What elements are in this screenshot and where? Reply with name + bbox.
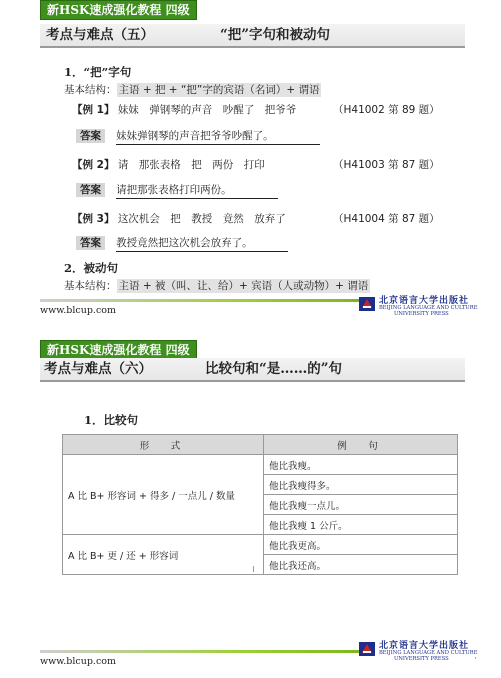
example-label: 【例 1】 (72, 104, 115, 116)
example-label: 【例 2】 (72, 159, 115, 171)
answer-row-3 (76, 231, 288, 252)
section-header-bar (40, 358, 465, 382)
example-1 (72, 102, 296, 117)
table-row (63, 455, 458, 475)
section-title: “把”字句和被动句 (220, 27, 331, 43)
structure-formula (64, 82, 321, 97)
structure-formula (64, 278, 370, 293)
publisher-logo (358, 638, 478, 664)
form-cell: A 比 B+ 更 / 还 + 形容词 (63, 535, 264, 575)
example-cell: 他比我瘦 1 公斤。 (264, 515, 458, 535)
example-2 (72, 157, 265, 172)
example-cell: 他比我瘦得多。 (264, 475, 458, 495)
question-reference: （H41004 第 87 题） (333, 213, 440, 225)
example-3 (72, 211, 286, 226)
example-cell: 他比我还高。 (264, 555, 458, 575)
subsection-heading: 1．“把”字句 (64, 65, 132, 79)
example-cell: 他比我更高。 (264, 535, 458, 555)
footer-rule (40, 650, 370, 653)
subsection-heading: 2．被动句 (64, 261, 119, 275)
footer-rule (40, 299, 370, 302)
structure-highlight: 主语 + 被（叫、让、给）+ 宾语（人或动物）+ 谓语 (118, 280, 369, 292)
table-continuation-left (62, 566, 63, 572)
example-cell: 他比我瘦一点儿。 (264, 495, 458, 515)
column-header-form: 形 式 (63, 435, 264, 455)
publisher-name-en-line2: UNIVERSITY PRESS (394, 656, 449, 662)
structure-label: 基本结构： (64, 280, 117, 292)
series-tag: 新HSK速成强化教程 四级 (40, 340, 197, 360)
table-header-row (63, 435, 458, 455)
footer-url: www.blcup.com (40, 656, 116, 667)
publisher-emblem-icon (358, 295, 376, 313)
comparison-table (62, 434, 458, 575)
answer-tag: 答案 (76, 129, 105, 143)
table-row (63, 535, 458, 555)
publisher-name-en-line1: BEIJING LANGUAGE AND CULTURE (379, 305, 478, 311)
example-label: 【例 3】 (72, 213, 115, 225)
publisher-name-cn: 北京语言大学出版社 (379, 641, 470, 651)
form-cell: A 比 B+ 形容词 + 得多 / 一点儿 / 数量 (63, 455, 264, 535)
publisher-logo (358, 293, 478, 319)
publisher-name-cn: 北京语言大学出版社 (379, 296, 470, 306)
section-header-bar (40, 24, 465, 48)
example-words: 这次机会 把 教授 竟然 放弃了 (117, 213, 286, 225)
answer-text: 教授竟然把这次机会放弃了。 (116, 235, 288, 252)
section-title: 比较句和“是……的”句 (205, 361, 343, 377)
publisher-name-en-line1: BEIJING LANGUAGE AND CULTURE (379, 650, 478, 656)
section-number: 考点与难点（六） (44, 361, 152, 377)
table-continuation-right (457, 566, 458, 572)
table-continuation-mid (253, 566, 254, 572)
footer-url: www.blcup.com (40, 305, 116, 316)
answer-row-2 (76, 178, 278, 199)
column-header-example: 例 句 (264, 435, 458, 455)
answer-tag: 答案 (76, 236, 105, 250)
publisher-emblem-icon (358, 640, 376, 658)
question-reference: （H41003 第 87 题） (333, 159, 440, 171)
publisher-name-en-line2: UNIVERSITY PRESS (394, 311, 449, 317)
structure-label: 基本结构： (64, 84, 117, 96)
section-number: 考点与难点（五） (46, 27, 154, 43)
series-tag: 新HSK速成强化教程 四级 (40, 0, 197, 20)
answer-row-1 (76, 124, 320, 145)
answer-text: 请把那张表格打印两份。 (116, 182, 278, 199)
example-cell: 他比我瘦。 (264, 455, 458, 475)
subsection-heading: 1．比较句 (84, 413, 139, 427)
example-words: 妹妹 弹钢琴的声音 吵醒了 把爷爷 (117, 104, 297, 116)
answer-text: 妹妹弹钢琴的声音把爷爷吵醒了。 (116, 128, 320, 145)
example-words: 请 那张表格 把 两份 打印 (117, 159, 265, 171)
question-reference: （H41002 第 89 题） (333, 104, 440, 116)
structure-highlight: 主语 + 把 + “把”字的宾语（名词）+ 谓语 (118, 84, 320, 96)
stray-mark: · (474, 654, 477, 664)
answer-tag: 答案 (76, 183, 105, 197)
